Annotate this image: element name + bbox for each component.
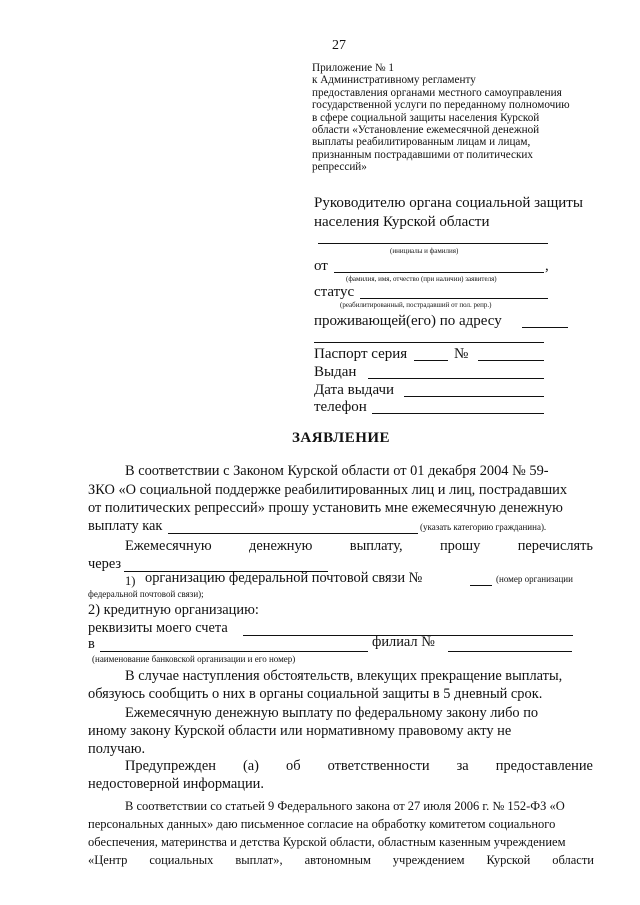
p2-word: прошу <box>439 538 481 554</box>
p2-line-1 <box>125 538 593 555</box>
phone-field[interactable] <box>372 399 544 414</box>
page-number: 27 <box>332 38 346 53</box>
passport-no-label: № <box>454 346 469 362</box>
addressee-line-1: Руководителю органа социальной защиты <box>314 195 583 211</box>
p5-word: (а) <box>243 758 259 774</box>
appendix-line: предоставления органами местного самоуправления <box>312 86 562 99</box>
appendix-header <box>312 62 612 174</box>
p2-word: Ежемесячную <box>125 538 212 554</box>
status-label: статус <box>314 284 355 300</box>
p2-word: выплату, <box>349 538 403 554</box>
post-office-number-field[interactable] <box>470 570 492 586</box>
p4-line-3: получаю. <box>88 741 146 757</box>
option-2-text: 2) кредитную организацию: <box>88 602 259 618</box>
from-caption: (фамилия, имя, отчество (при наличии) заявителя) <box>346 275 497 283</box>
bank-name-field[interactable] <box>100 636 368 652</box>
appendix-line: Приложение № 1 <box>312 62 394 74</box>
residence-field-2[interactable] <box>314 332 544 343</box>
appendix-line: репрессий» <box>312 161 367 174</box>
appendix-line: признанным пострадавшими от политических <box>312 148 533 161</box>
p5-line-1 <box>125 758 593 775</box>
p6-line-3: обеспечения, материнства и детства Курской области, областным казенным учреждением <box>88 835 566 849</box>
p1-line-3: от политических репрессий» прошу установить мне ежемесячную денежную <box>88 500 563 516</box>
from-field[interactable] <box>334 258 544 273</box>
p1-line-4: выплату как <box>88 518 163 534</box>
phone-label: телефон <box>314 399 367 415</box>
account-label: реквизиты моего счета <box>88 620 228 636</box>
p2-via-label: через <box>88 556 122 572</box>
option-1-note-b: федеральной почтовой связи); <box>88 589 204 599</box>
p5-line-2: недостоверной информации. <box>88 776 264 792</box>
category-field[interactable] <box>168 518 418 534</box>
appendix-line: выплаты реабилитированным лицам и лицам, <box>312 136 531 149</box>
p5-word: за <box>456 758 469 774</box>
p6-line-4 <box>88 853 594 868</box>
p1-line-1: В соответствии с Законом Курской области от 01 декабря 2004 № 59- <box>125 463 549 479</box>
addressee-line-2: населения Курской области <box>314 214 490 230</box>
appendix-line: государственной услуги по переданному полномочию <box>312 99 570 112</box>
p3-line-2: обязуюсь сообщить о них в органы социальной защиты в 5 дневный срок. <box>88 686 543 702</box>
passport-series-field[interactable] <box>414 346 448 361</box>
p6-word: Курской <box>486 853 531 867</box>
p5-word: об <box>286 758 301 774</box>
option-1-note-a: (номер организации <box>496 574 573 584</box>
document-title: ЗАЯВЛЕНИЕ <box>292 430 391 446</box>
issued-label: Выдан <box>314 364 357 380</box>
from-comma: , <box>545 258 549 274</box>
p6-line-1: В соответствии со статьей 9 Федерального закона от 27 июля 2006 г. № 152-ФЗ «О <box>125 799 565 813</box>
option-1-text: организацию федеральной почтовой связи № <box>145 570 423 586</box>
passport-label: Паспорт серия <box>314 346 408 362</box>
p5-word: предоставление <box>495 758 593 774</box>
initials-field[interactable] <box>318 231 548 244</box>
status-caption: (реабилитированный, пострадавший от пол. репр.) <box>340 301 492 309</box>
p5-word: Предупрежден <box>125 758 216 774</box>
p6-word: социальных <box>149 853 214 867</box>
appendix-line: области «Установление ежемесячной денежной <box>312 124 540 137</box>
p4-line-1: Ежемесячную денежную выплату по федеральному закону либо по <box>125 705 539 721</box>
appendix-line: в сфере социальной защиты населения Курской <box>312 111 540 124</box>
from-label: от <box>314 258 328 274</box>
issue-date-field[interactable] <box>404 382 544 397</box>
p3-line-1: В случае наступления обстоятельств, влекущих прекращение выплаты, <box>125 668 563 684</box>
p5-word: ответственности <box>327 758 430 774</box>
bank-caption: (наименование банковской организации и его номер) <box>92 654 296 664</box>
initials-caption: (инициалы и фамилия) <box>390 247 459 255</box>
residence-label: проживающей(его) по адресу <box>314 313 502 329</box>
p6-word: «Центр <box>88 853 128 867</box>
branch-field[interactable] <box>448 636 572 652</box>
p4-line-2: иному закону Курской области или нормативному правовому акту не <box>88 723 512 739</box>
p1-line-2: ЗКО «О социальной поддержке реабилитированных лиц и лиц, пострадавших <box>88 482 568 498</box>
issue-date-label: Дата выдачи <box>314 382 395 398</box>
category-note: (указать категорию гражданина). <box>420 522 547 532</box>
p6-line-2: персональных данных» даю письменное согласие на обработку комитетом социального <box>88 817 556 831</box>
p6-word: выплат», <box>235 853 283 867</box>
p6-word: автономным <box>304 853 371 867</box>
appendix-line: к Административному регламенту <box>312 74 476 87</box>
p6-word: учреждением <box>392 853 465 867</box>
option-1-number: 1) <box>125 574 136 588</box>
bank-in-label: в <box>88 636 95 652</box>
branch-label: филиал № <box>372 634 435 650</box>
status-field[interactable] <box>360 284 548 299</box>
p2-word: перечислять <box>517 538 593 554</box>
passport-number-field[interactable] <box>478 346 544 361</box>
residence-field[interactable] <box>522 313 568 328</box>
p6-word: области <box>552 853 594 867</box>
issued-field[interactable] <box>368 364 544 379</box>
p2-word: денежную <box>249 538 313 554</box>
